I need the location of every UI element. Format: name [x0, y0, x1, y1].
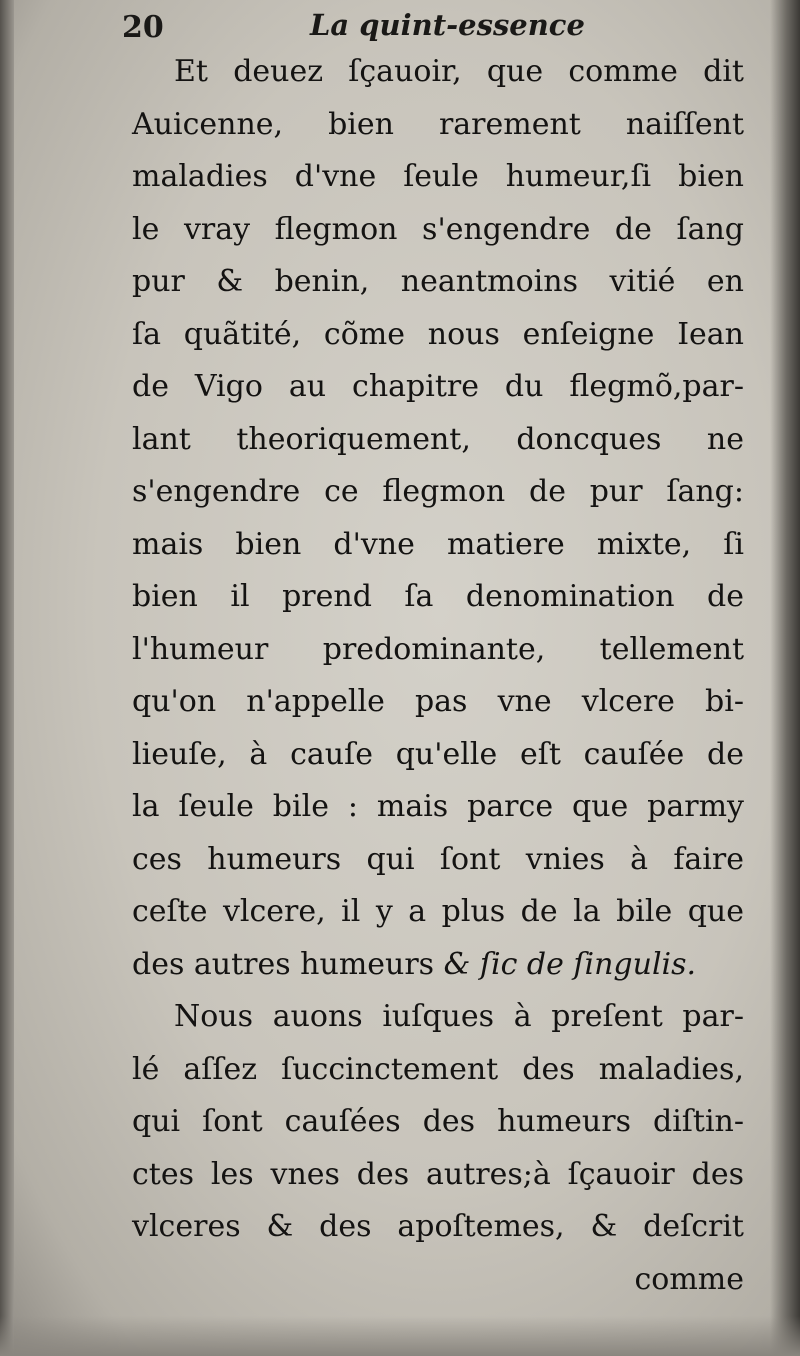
text-line: qui ſont cauſées des humeurs diſtin- — [132, 1104, 744, 1139]
text-line: ceſte vlcere, il y a plus de la bile que — [132, 894, 744, 929]
text-fragment: des autres humeurs — [132, 946, 435, 982]
text-line: Auicenne, bien rarement naiſſent — [132, 106, 744, 142]
text-line: Nous auons iuſques à preſent par- — [174, 999, 744, 1034]
page-header — [122, 2, 762, 46]
text-line: lieuſe, à cauſe qu'elle eſt cauſée de — [132, 736, 744, 772]
text-line: lé aſſez ſuccinctement des maladies, — [132, 1051, 744, 1087]
page-binding-shadow — [0, 0, 14, 1356]
text-line: mais bien d'vne matiere mixte, ſi — [132, 526, 744, 562]
text-line: de Vigo au chapitre du flegmõ,par- — [132, 369, 744, 404]
text-line-paragraph-end — [132, 939, 744, 992]
text-line: maladies d'vne ſeule humeur,ſi bien — [132, 159, 744, 194]
page-edge-shadow — [770, 0, 800, 1356]
text-line: le vray flegmon s'engendre de ſang — [132, 211, 744, 247]
italic-phrase: & ſic de ſingulis. — [443, 946, 697, 982]
text-line: Et deuez ſçauoir, que comme dit — [174, 54, 744, 89]
body-text — [132, 46, 744, 1306]
catchword: comme — [634, 1261, 744, 1297]
page-bottom-shadow — [0, 1316, 800, 1356]
text-line: bien il prend ſa denomination de — [132, 579, 744, 614]
text-line: la ſeule bile : mais parce que parmy — [132, 789, 744, 824]
page-number: 20 — [122, 10, 164, 45]
text-line: ſa quãtité, cõme nous enſeigne Iean — [132, 316, 744, 352]
text-line: lant theoriquement, doncques ne — [132, 421, 744, 457]
text-line: s'engendre ce flegmon de pur ſang: — [132, 474, 744, 509]
text-line: qu'on n'appelle pas vne vlcere bi- — [132, 684, 744, 719]
text-line: ctes les vnes des autres;à ſçauoir des — [132, 1156, 744, 1192]
text-line: pur & benin, neantmoins vitié en — [132, 264, 744, 299]
running-title: La quint-essence — [310, 8, 585, 42]
text-line: vlceres & des apoſtemes, & deſcrit — [132, 1209, 744, 1244]
text-line: ces humeurs qui ſont vnies à faire — [132, 841, 744, 877]
text-line: l'humeur predominante, tellement — [132, 631, 744, 667]
